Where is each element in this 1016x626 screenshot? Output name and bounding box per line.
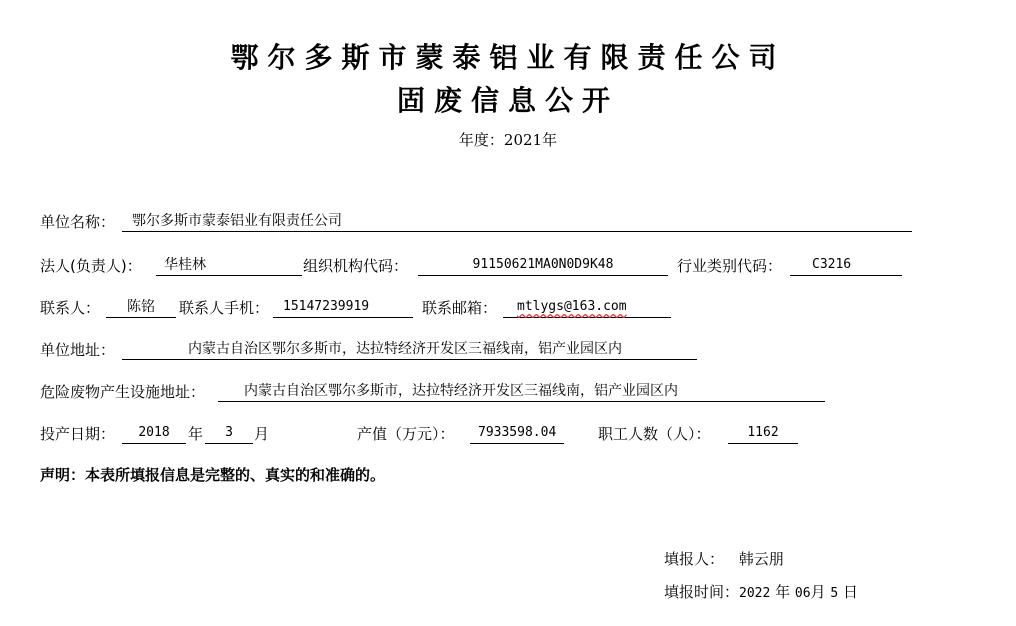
contact-phone-field: 15147239919 [273, 298, 413, 318]
filler-row [664, 549, 784, 569]
org-code-label: 组织机构代码： [303, 257, 409, 275]
fill-year-char: 年 [775, 583, 791, 601]
contact-phone-label: 联系人手机： [179, 299, 270, 317]
output-value-field: 7933598.04 [470, 424, 564, 444]
statement-text: 声明：本表所填报信息是完整的、真实的和准确的。 [40, 466, 386, 484]
fill-time-label: 填报时间： [664, 583, 740, 601]
year-value: 2021 [503, 131, 543, 149]
industry-code-label: 行业类别代码： [677, 257, 783, 275]
company-title: 鄂尔多斯市蒙泰铝业有限责任公司 [230, 41, 786, 74]
unit-name-label: 单位名称： [40, 213, 116, 231]
unit-name-field: 鄂尔多斯市蒙泰铝业有限责任公司 [122, 212, 912, 232]
industry-code-field: C3216 [790, 256, 902, 276]
production-month-field: 3 [205, 424, 253, 444]
fill-year: 2022 [739, 586, 771, 601]
filler-value: 韩云朋 [738, 550, 784, 568]
year-label: 年度： [458, 131, 504, 149]
year-char: 年 [188, 425, 204, 443]
filler-label: 填报人： [664, 550, 725, 568]
fill-month-char: 月 [810, 583, 826, 601]
address-label: 单位地址： [40, 341, 116, 359]
fill-day: 5 [830, 586, 839, 601]
fill-day-char: 日 [842, 583, 858, 601]
output-value-label: 产值（万元）： [357, 425, 455, 443]
email-value: mtlygs@163.com [517, 299, 627, 314]
hazard-address-field: 内蒙古自治区鄂尔多斯市，达拉特经济开发区三福线南，铝产业园区内 [218, 382, 825, 402]
legal-person-label: 法人(负责人)： [40, 257, 142, 275]
year-suffix: 年 [542, 131, 558, 149]
org-code-field: 91150621MA0N0D9K48 [418, 256, 668, 276]
production-year-field: 2018 [122, 424, 186, 444]
employees-label: 职工人数（人）： [598, 425, 711, 443]
report-year [0, 129, 1016, 150]
contact-label: 联系人： [40, 299, 101, 317]
contact-field: 陈铭 [106, 298, 176, 318]
fill-time-row [664, 582, 858, 604]
hazard-address-label: 危险废物产生设施地址： [40, 383, 206, 401]
contact-email-field [503, 298, 671, 318]
production-date-label: 投产日期： [40, 425, 116, 443]
address-field: 内蒙古自治区鄂尔多斯市，达拉特经济开发区三福线南，铝产业园区内 [122, 340, 697, 360]
legal-person-field: 华桂林 [156, 256, 302, 276]
contact-email-label: 联系邮箱： [422, 299, 498, 317]
document-title: 固废信息公开 [396, 84, 619, 117]
employees-field: 1162 [728, 424, 798, 444]
fill-month: 06 [794, 586, 811, 601]
month-char: 月 [254, 425, 270, 443]
